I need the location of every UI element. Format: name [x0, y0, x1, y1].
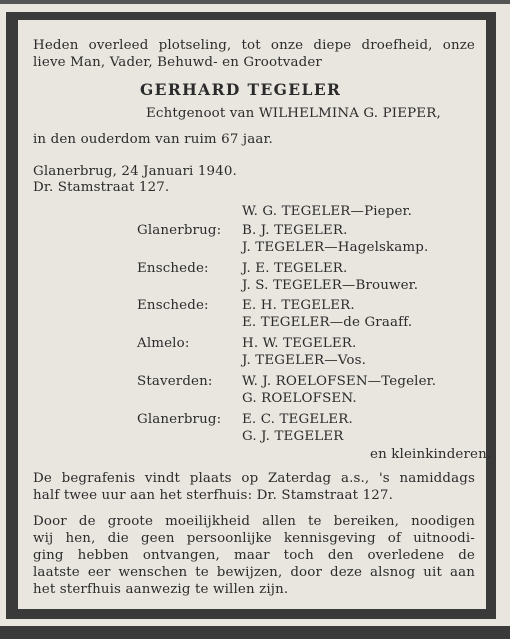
relative-name: E. TEGELER—de Graaff.	[242, 315, 413, 330]
notice-line-5: het sterfhuis aanwezig te willen zijn.	[33, 582, 289, 597]
place-date: Glanerbrug, 24 Januari 1940.	[33, 164, 237, 179]
age-line: in den ouderdom van ruim 67 jaar.	[33, 132, 273, 147]
relative-place: Enschede:	[137, 298, 209, 313]
relative-name: B. J. TEGELER.	[242, 223, 348, 238]
notice-line-3: ging hebben ontvangen, maar toch den overledene de	[33, 548, 475, 563]
relative-name: G. ROELOFSEN.	[242, 391, 357, 406]
address: Dr. Stamstraat 127.	[33, 180, 170, 195]
funeral-line-2: half twee uur aan het sterfhuis: Dr. Stamstraat 127.	[33, 488, 393, 503]
spouse-line: Echtgenoot van WILHELMINA G. PIEPER,	[146, 106, 441, 121]
relative-place: Almelo:	[137, 336, 190, 351]
deceased-name: GERHARD TEGELER	[140, 80, 342, 99]
relative-name: J. E. TEGELER.	[242, 261, 348, 276]
intro-line-1: Heden overleed plotseling, tot onze diepe droefheid, onze	[33, 38, 475, 53]
notice-line-2: wij hen, die geen persoonlijke kennisgeving of uitnoodi-	[33, 531, 475, 546]
funeral-line-1: De begrafenis vindt plaats op Zaterdag a.s., 's namiddags	[33, 471, 475, 486]
notice-line-1: Door de groote moeilijkheid allen te bereiken, noodigen	[33, 514, 475, 529]
relative-name: G. J. TEGELER	[242, 429, 344, 444]
relative-place: Enschede:	[137, 261, 209, 276]
relative-place: Glanerbrug:	[137, 223, 222, 238]
relative-name: E. C. TEGELER.	[242, 412, 353, 427]
intro-line-2: lieve Man, Vader, Behuwd- en Grootvader	[33, 55, 322, 70]
notice-line-4: laatste eer wenschen te bewijzen, door deze alsnog uit aan	[33, 565, 475, 580]
page-top-rule	[0, 0, 510, 4]
relative-place: Glanerbrug:	[137, 412, 222, 427]
relative-name: W. J. ROELOFSEN—Tegeler.	[242, 374, 437, 389]
relative-name: W. G. TEGELER—Pieper.	[242, 204, 413, 219]
relative-name: J. TEGELER—Vos.	[242, 353, 367, 368]
next-notice-strip	[0, 626, 510, 639]
relative-name: J. S. TEGELER—Brouwer.	[242, 278, 419, 293]
relative-name: E. H. TEGELER.	[242, 298, 355, 313]
relative-place: Staverden:	[137, 374, 213, 389]
relative-name: J. TEGELER—Hagelskamp.	[242, 240, 429, 255]
relative-name: H. W. TEGELER.	[242, 336, 357, 351]
grandchildren: en kleinkinderen.	[370, 447, 492, 462]
